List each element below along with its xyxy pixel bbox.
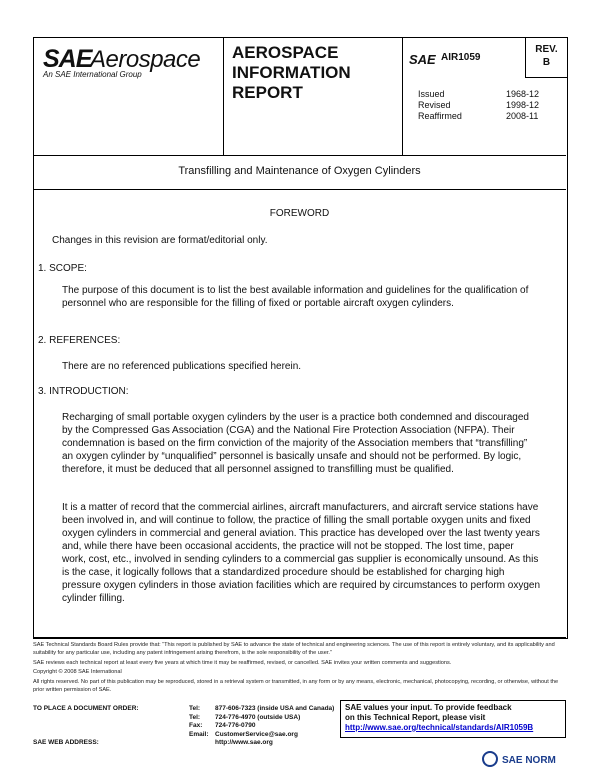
date-value: 2008-11 (506, 111, 539, 121)
order-row (33, 705, 334, 714)
footer-divider (33, 637, 566, 638)
contact-value: 724-776-0790 (215, 722, 256, 730)
document-dates (418, 89, 539, 122)
document-number: AIR1059 (441, 52, 481, 63)
date-row (418, 89, 539, 100)
header-divider (223, 37, 224, 155)
web-label: SAE WEB ADDRESS: (33, 739, 99, 747)
date-row (418, 111, 539, 122)
doc-sae-mark: SAE (409, 52, 436, 67)
header-divider (402, 37, 403, 155)
copyright-notice: Copyright © 2008 SAE International (33, 669, 122, 675)
introduction-paragraph: It is a matter of record that the commercial airlines, aircraft manufacturers, and aircraft service stations have been involved in, and will continue to follow, the practice of filling the small portable oxygen units and fixed oxygen cylinders in commercial and general aviation. This practice has developed over the last twenty years and, while there have been occasional accidents, the practice will not be stopped. The lost time, paper work, cost, etc., involved in sending cylinders to a commercial gas supplier is economically unsound. As this is the case, it logically follows that a standardized procedure should be established for charging high pressure oxygen cylinders in those aviation facilities which are required by circumstances to perform oxygen cylinder filling. (62, 502, 541, 604)
revision-box (525, 37, 567, 78)
report-type: AEROSPACE INFORMATION REPORT (232, 43, 351, 102)
contact-value[interactable]: CustomerService@sae.org (215, 730, 298, 738)
sae-logo: SAE (43, 45, 92, 73)
scope-paragraph: The purpose of this document is to list the best available information and guidelines for the qualification of personnel who are responsible for the filling of fixed or portable aircraft oxygen cylinders. (62, 285, 529, 309)
contact-value: 877-606-7323 (inside USA and Canada) (215, 705, 335, 712)
rights-notice: All rights reserved. No part of this publication may be reproduced, stored in a retrieval system or transmitted, in any form or by any means, electronic, mechanical, photocopying, recording, or otherwise, without the prior written permission of SAE. (33, 679, 559, 693)
feedback-box (340, 700, 566, 738)
date-row (418, 100, 539, 111)
legal-notice: SAE reviews each technical report at least every five years at which time it may be reaffirmed, revised, or cancelled. SAE invites your written comments and suggestions. (33, 660, 452, 666)
contact-type: Tel: (189, 713, 201, 721)
date-value: 1968-12 (506, 89, 540, 99)
revision-label: REV. (535, 44, 558, 55)
feedback-line: SAE values your input. To provide feedback (345, 703, 512, 712)
contact-type: Fax: (189, 722, 203, 730)
date-label: Issued (418, 89, 445, 99)
date-label: Revised (418, 100, 451, 110)
order-row (33, 739, 334, 748)
section-heading-scope: 1. SCOPE: (38, 263, 87, 274)
foreword-heading: FOREWORD (269, 208, 330, 219)
feedback-line: on this Technical Report, please visit (345, 713, 486, 722)
references-paragraph: There are no referenced publications specified herein. (62, 361, 302, 372)
document-header (33, 37, 566, 156)
order-info (33, 705, 334, 748)
revision-value: B (542, 57, 551, 68)
date-label: Reaffirmed (418, 111, 462, 121)
order-label: TO PLACE A DOCUMENT ORDER: (33, 705, 139, 712)
globe-icon (482, 751, 498, 767)
introduction-paragraph: Recharging of small portable oxygen cylinders by the user is a practice both condemned and discouraged by the Compressed Gas Association (CGA) and the National Fire Protection Association (NFPA). Their condemnation is based on the firm conviction of the majority of the Association members that “transfilling” an oxygen cylinder by “unqualified” personnel is basically unsafe and should not be performed. By logic, therefore, it must be deduced that all personnel assigned to transfilling must be qualified. (62, 412, 529, 475)
order-row (33, 722, 334, 731)
watermark: SAE NORM (502, 755, 556, 766)
document-title: Transfilling and Maintenance of Oxygen Cylinders (178, 165, 421, 177)
logo-subtitle: An SAE International Group (43, 70, 142, 79)
feedback-link[interactable]: http://www.sae.org/technical/standards/AIR1059B (345, 723, 534, 732)
contact-type: Email: (189, 730, 209, 738)
legal-notice: SAE Technical Standards Board Rules provide that: “This report is published by SAE to advance the state of technical and engineering sciences. The use of this report is entirely voluntary, and its applicability and suitability for any particular use, including any patent infringement arising therefrom, is the sole responsibility of the user.” (33, 642, 555, 656)
web-address-link[interactable]: http://www.sae.org (215, 739, 273, 747)
order-row (33, 731, 334, 740)
order-row (33, 714, 334, 723)
contact-value: 724-776-4970 (outside USA) (215, 713, 301, 721)
title-band (33, 155, 566, 190)
section-heading-introduction: 3. INTRODUCTION: (38, 386, 129, 397)
date-value: 1998-12 (506, 100, 540, 110)
section-heading-references: 2. REFERENCES: (38, 335, 121, 346)
aerospace-logo-text: Aerospace (90, 46, 201, 73)
contact-type: Tel: (189, 705, 201, 712)
foreword-text: Changes in this revision are format/editorial only. (52, 235, 268, 246)
